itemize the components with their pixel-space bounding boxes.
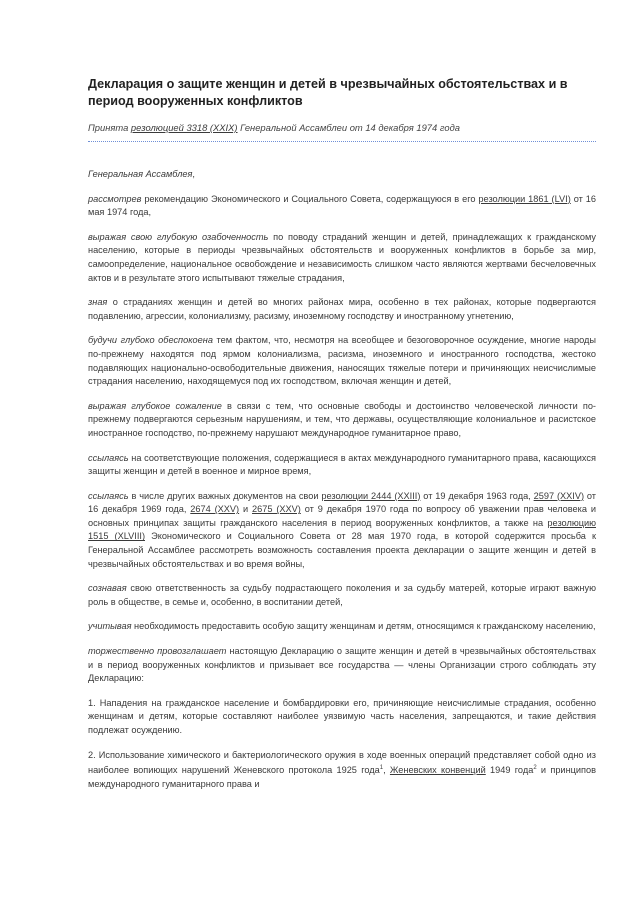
paragraph xyxy=(88,334,596,388)
italic-lead-text: зная xyxy=(88,297,108,308)
paragraph xyxy=(88,452,596,479)
italic-lead-text: выражая глубокое сожаление xyxy=(88,400,222,411)
text: тем фактом, что, несмотря на всеобщее и безоговорочное осуждение, многие народы по-прежнему находятся под ярмом колониализма, расизма, иноземного и иностранного господства, жестоко подавляющих национально-освободительные движения, наносящих тяжелые потери и причиняющих неисчислимые страдания населению, находящемуся под их господством, включая женщин и детей, xyxy=(88,335,596,387)
resolution-link[interactable]: резолюцию 1515 (XLVIII) xyxy=(88,517,596,542)
italic-lead-text: Принята xyxy=(88,122,131,133)
paragraph xyxy=(88,620,596,634)
paragraph xyxy=(88,400,596,441)
adoption-note xyxy=(88,122,596,133)
text: , xyxy=(383,765,390,776)
paragraph xyxy=(88,645,596,686)
italic-lead-text: ссылаясь xyxy=(88,490,129,501)
resolution-link[interactable]: Женевских конвенций xyxy=(389,765,486,776)
text: от 19 декабря 1963 года, xyxy=(420,490,534,501)
text: и принципов международного гуманитарного права и xyxy=(88,765,596,789)
document-body xyxy=(88,168,596,791)
paragraph xyxy=(88,193,596,220)
text: от 16 мая 1974 года, xyxy=(88,193,596,218)
paragraph xyxy=(88,231,596,285)
text: 1. Нападения на гражданское население и бомбардировки его, причиняющие неисчислимые страдания, особенно женщинам и детям, которые составляют наиболее уязвимую часть населения, запрещаются, и такие действия подлежат осуждению. xyxy=(88,697,596,735)
text: настоящую Декларацию о защите женщин и детей в чрезвычайных обстоятельствах и в период вооруженных конфликтов и призывает все государства — члены Организации строго соблюдать эту Декларацию: xyxy=(88,646,596,684)
text: необходимость предоставить особую защиту женщинам и детям, относящимся к гражданскому населению, xyxy=(131,621,596,632)
text: 2. Использование химического и бактериологического оружия в ходе военных операций представляет собой одно из наиболее вопиющих нарушений Женевского протокола 1925 года xyxy=(88,749,596,776)
text: в числе других важных документов на свои xyxy=(128,490,322,501)
italic-lead-text: Генеральная Ассамблея xyxy=(88,169,193,179)
text: от 16 декабря 1969 года, xyxy=(88,490,597,515)
text: рекомендацию Экономического и Социального Совета, содержащуюся в его xyxy=(141,193,479,204)
text: на соответствующие положения, содержащиеся в актах международного гуманитарного права, касающихся защиты женщин и детей в военное и мирное время, xyxy=(88,452,596,477)
paragraph xyxy=(88,490,596,572)
text: о страданиях женщин и детей во многих районах мира, особенно в тех районах, которые подвергаются подавлению, агрессии, колониализму, расизму, иноземному господству и иностранному угнетению, xyxy=(88,297,596,321)
italic-lead-text: учитывая xyxy=(88,621,132,632)
italic-lead-text: сознавая xyxy=(88,583,127,594)
resolution-link[interactable]: 2675 (XXV) xyxy=(252,504,301,515)
paragraph xyxy=(88,582,596,609)
text: и xyxy=(239,504,253,515)
page-title: Декларация о защите женщин и детей в чрезвычайных обстоятельствах и в период вооруженных конфликтов xyxy=(88,77,568,108)
italic-lead-text: торжественно провозглашает xyxy=(88,646,227,657)
text: в связи с тем, что основные свободы и достоинство человеческой личности по-прежнему подвергаются серьезным нарушениям, и тем, что державы, осуществляющие колониальное и расистское иностранное господство, по-прежнему нарушают международное гуманитарное право, xyxy=(88,400,596,438)
text: по поводу страданий женщин и детей, принадлежащих к гражданскому населению, которые в периоды чрезвычайных обстоятельств и вооруженных конфликтов в борьбе за мир, самоопределение, национальное освобождение и независимость слишком часто являются жертвами бесчеловечных актов и в результате этого испытывают тяжелые страдания, xyxy=(88,231,596,283)
text: , xyxy=(192,169,195,179)
resolution-link[interactable]: резолюции 2444 (XXIII) xyxy=(321,490,421,501)
italic-lead-text: Генеральной Ассамблеи от 14 декабря 1974 года xyxy=(237,122,460,133)
paragraph xyxy=(88,296,596,323)
paragraph xyxy=(88,697,596,738)
italic-lead-text: выражая свою глубокую озабоченность xyxy=(88,231,269,242)
resolution-link[interactable]: 2597 (XXIV) xyxy=(533,490,585,501)
text: 1949 года xyxy=(485,765,534,776)
footnote-ref[interactable]: 1 xyxy=(379,765,384,772)
paragraph xyxy=(88,168,596,182)
text: от 9 декабря 1970 года по вопросу об уважении прав человека и основных принципах защиты гражданского населения в период вооруженных конфликтов, а также на xyxy=(88,504,596,528)
resolution-link[interactable]: резолюции 1861 (LVI) xyxy=(478,193,571,204)
paragraph xyxy=(88,749,596,792)
italic-lead-text: будучи глубоко обеспокоена xyxy=(88,335,213,346)
italic-lead-text: рассмотрев xyxy=(88,193,142,204)
dotted-separator xyxy=(88,141,596,142)
text: Экономического и Социального Совета от 28 мая 1970 года, в которой содержится просьба к Генеральной Ассамблее рассмотреть возможность составления проекта декларации о защите женщин и детей в чрезвычайных обстоятельствах и во время войны, xyxy=(88,531,596,569)
resolution-link[interactable]: резолюцией 3318 (XXIX) xyxy=(130,122,238,133)
italic-lead-text: ссылаясь xyxy=(88,452,129,463)
resolution-link[interactable]: 2674 (XXV) xyxy=(190,504,240,515)
footnote-ref[interactable]: 2 xyxy=(533,765,537,772)
text: свою ответственность за судьбу подрастающего поколения и за судьбу матерей, которые играют важную роль в обществе, в семье и, особенно, в воспитании детей, xyxy=(88,583,596,607)
document xyxy=(88,76,596,802)
